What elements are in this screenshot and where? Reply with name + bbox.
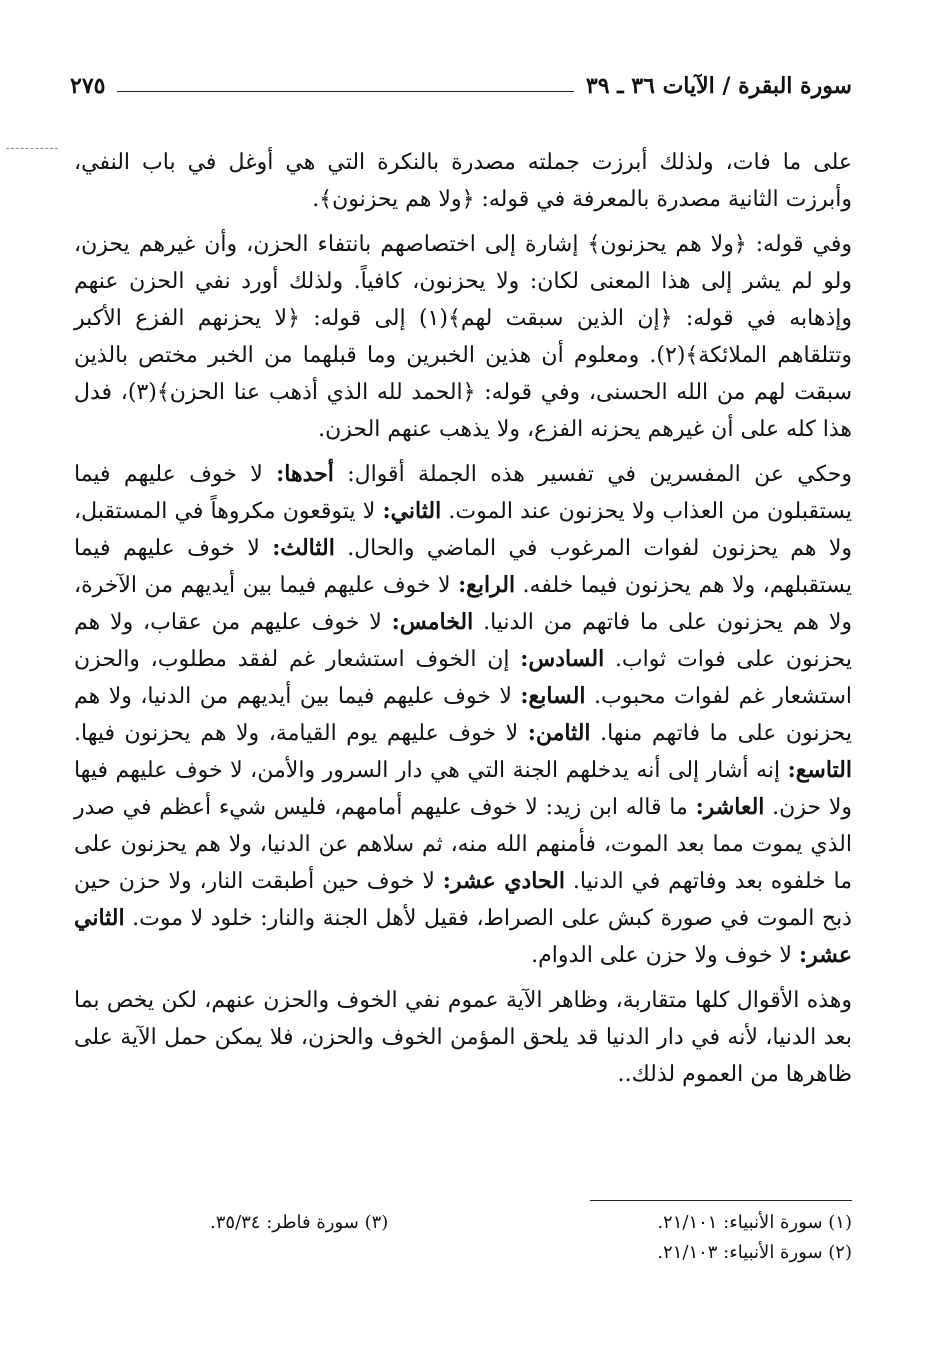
- opinion-label: الثاني:: [382, 498, 442, 524]
- opinion-text: إنه أشار إلى أنه يدخلهم الجنة التي هي دار السرور والأمن، لا خوف عليهم فيها ولا حزن.: [74, 758, 852, 820]
- opinion-text: إن الخوف استشعار غم لفقد مطلوب، والحزن استشعار غم لفوات محبوب.: [74, 647, 852, 709]
- opinion-text: لا خوف عليهم يوم القيامة، ولا هم يحزنون فيها.: [74, 721, 519, 746]
- footnote-1: (١) سورة الأنبياء: ٢١/١٠١.: [657, 1212, 852, 1233]
- footnote-separator: [590, 1200, 852, 1201]
- opinion-text: لا خوف عليهم من عقاب، ولا هم يحزنون على فوات ثواب.: [74, 610, 853, 672]
- opinion-label: التاسع:: [787, 757, 852, 783]
- paragraph-2: وفي قوله: ﴿ولا هم يحزنون﴾ إشارة إلى اختصاصهم بانتفاء الحزن، وأن غيرهم يحزن، ولو لم يشر إلى هذا المعنى لكان: ولا يحزنون، كافياً. ولذلك أورد نفي الحزن عنهم وإذهابه في قوله: ﴿إن الذين سبقت لهم﴾(١) إلى قوله: ﴿لا يحزنهم الفزع الأكبر وتتلقاهم الملائكة﴾(٢). ومعلوم أن هذين الخبرين وما قبلهما من الخبر مختص بالذين سبقت لهم من الله الحسنى، وفي قوله: ﴿الحمد لله الذي أذهب عنا الحزن﴾(٣)، فدل هذا كله على أن غيرهم يحزنه الفزع، ولا يذهب عنهم الحزن.: [74, 232, 852, 442]
- opinion-text: لا خوف عليهم فيما يستقبلهم، ولا هم يحزنون فيما خلفه.: [74, 536, 852, 598]
- opinion-text: لا خوف ولا حزن على الدوام.: [531, 943, 792, 968]
- opinion-label: الرابع:: [458, 572, 516, 598]
- opinions-intro: وحكي عن المفسرين في تفسير هذه الجملة أقوال:: [347, 462, 853, 487]
- page-header: [70, 64, 852, 108]
- header-rule: [117, 91, 573, 92]
- margin-mark: [6, 148, 58, 149]
- opinion-text: لا يتوقعون مكروهاً في المستقبل، ولا هم يحزنون لفوات المرغوب في الماضي والحال.: [74, 499, 852, 561]
- main-text: [74, 144, 852, 1093]
- opinion-label: السادس:: [520, 646, 605, 672]
- opinion-text: لا خوف عليهم فيما يستقبلون من العذاب ولا يحزنون عند الموت.: [74, 462, 852, 524]
- opinion-text: لا خوف عليهم فيما بين أيديهم من الدنيا، ولا هم يحزنون على ما فاتهم منها.: [74, 684, 853, 746]
- opinions-paragraph: [74, 456, 852, 974]
- opinion-label: الثالث:: [272, 535, 335, 561]
- paragraph-1: على ما فات، ولذلك أبرزت جملته مصدرة بالنكرة التي هي أوغل في باب النفي، وأبرزت الثانية مصدرة بالمعرفة في قوله: ﴿ولا هم يحزنون﴾.: [74, 150, 852, 212]
- opinion-label: أحدها:: [276, 461, 334, 487]
- page-number: ٢٧٥: [70, 73, 106, 99]
- opinion-label: العاشر:: [695, 794, 765, 820]
- footnote-3: (٣) سورة فاطر: ٣٥/٣٤.: [210, 1212, 389, 1233]
- opinion-label: الثامن:: [527, 720, 591, 746]
- opinion-label: الثاني عشر:: [74, 905, 852, 968]
- closing-paragraph: وهذه الأقوال كلها متقاربة، وظاهر الآية عموم نفي الخوف والحزن عنهم، لكن يخص بما بعد الدنيا، لأنه في دار الدنيا قد يلحق المؤمن الخوف والحزن، فلا يمكن حمل الآية على ظاهرها من العموم لذلك..: [74, 988, 852, 1087]
- opinion-label: السابع:: [520, 683, 586, 709]
- footnote-2: (٢) سورة الأنبياء: ٢١/١٠٣.: [657, 1242, 852, 1263]
- footnotes: [210, 1208, 852, 1268]
- running-title: سورة البقرة / الآيات ٣٦ ـ ٣٩: [585, 73, 852, 99]
- opinion-label: الحادي عشر:: [442, 868, 565, 894]
- opinion-label: الخامس:: [391, 609, 474, 635]
- opinion-text: لا خوف حين أطبقت النار، ولا حزن حين ذبح الموت في صورة كبش على الصراط، فقيل لأهل الجنة والنار: خلود لا موت.: [74, 869, 852, 931]
- opinion-text: لا خوف عليهم فيما بين أيديهم من الآخرة، ولا هم يحزنون على ما فاتهم من الدنيا.: [74, 573, 853, 635]
- opinion-text: ما قاله ابن زيد: لا خوف عليهم أمامهم، فليس شيء أعظم في صدر الذي يموت مما بعد الموت، فأمنهم الله منه، ثم سلاهم عن الدنيا، ولا هم يحزنون على ما خلفوه بعد وفاتهم في الدنيا.: [74, 795, 852, 894]
